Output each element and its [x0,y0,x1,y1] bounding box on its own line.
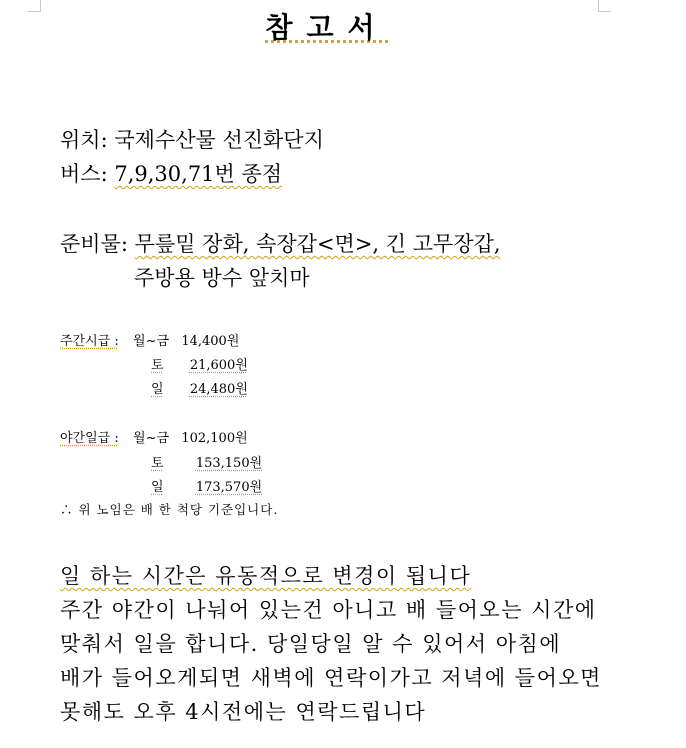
bus-value: 7,9,30,71번 종점 [114,162,283,186]
location-value: 국제수산물 선진화단지 [114,128,324,152]
title-text: 참고서 [265,11,389,44]
paragraph-text-4: 배가 들어오게되면 새벽에 연락이가고 저녁에 들어오면 [60,666,602,690]
night-wage-row-2 [151,452,262,471]
supplies-label: 준비물: [60,232,128,256]
wage-note [60,500,278,518]
paragraph-line-1 [60,560,471,590]
day-wage-row-3 [151,378,248,397]
paragraph-text-1: 일 하는 시간은 유동적으로 변경이 됩니다 [60,564,472,588]
supplies-line-2 [134,262,310,292]
night-wage-day-1: 월~금 [133,431,170,446]
supplies-items-1: 무릎밑 장화, 속장갑<면>, 긴 고무장갑, [134,232,501,256]
day-wage-day-1: 월~금 [133,334,170,349]
paragraph-line-2 [60,594,597,624]
paragraph-text-5: 못해도 오후 4시전에는 연락드립니다 [60,700,427,724]
paragraph-line-5 [60,696,426,726]
day-wage-row-1 [60,330,239,349]
night-wage-row-1 [60,427,248,446]
location-line [60,124,324,154]
day-wage-amount-2: 21,600원 [189,358,248,373]
night-wage-label: 야간일급 : [60,431,119,446]
paragraph-text-3: 맞춰서 일을 합니다. 당일당일 알 수 있어서 아침에 [60,632,562,656]
paragraph-line-4 [60,662,602,692]
day-wage-day-3: 일 [151,382,164,397]
day-wage-day-2: 토 [151,358,164,373]
bus-label: 버스: [60,162,108,186]
supplies-line-1 [60,228,501,258]
supplies-items-2: 주방용 방수 앞치마 [134,266,310,290]
day-wage-label: 주간시급 : [60,334,119,349]
location-label: 위치: [60,128,108,152]
day-wage-amount-1: 14,400원 [181,334,240,349]
night-wage-amount-3: 173,570원 [195,480,263,495]
bus-line [60,158,282,188]
day-wage-row-2 [151,354,248,373]
night-wage-amount-2: 153,150원 [195,456,263,471]
night-wage-row-3 [151,476,262,495]
night-wage-day-2: 토 [151,456,164,471]
wage-note-text: ∴ 위 노임은 배 한 척당 기준입니다. [60,502,279,517]
day-wage-amount-3: 24,480원 [189,382,248,397]
paragraph-line-3 [60,628,561,658]
paragraph-text-2: 주간 야간이 나눠어 있는건 아니고 배 들어오는 시간에 [60,598,597,622]
document-title [0,6,654,46]
night-wage-day-3: 일 [151,480,164,495]
night-wage-amount-1: 102,100원 [181,431,248,446]
